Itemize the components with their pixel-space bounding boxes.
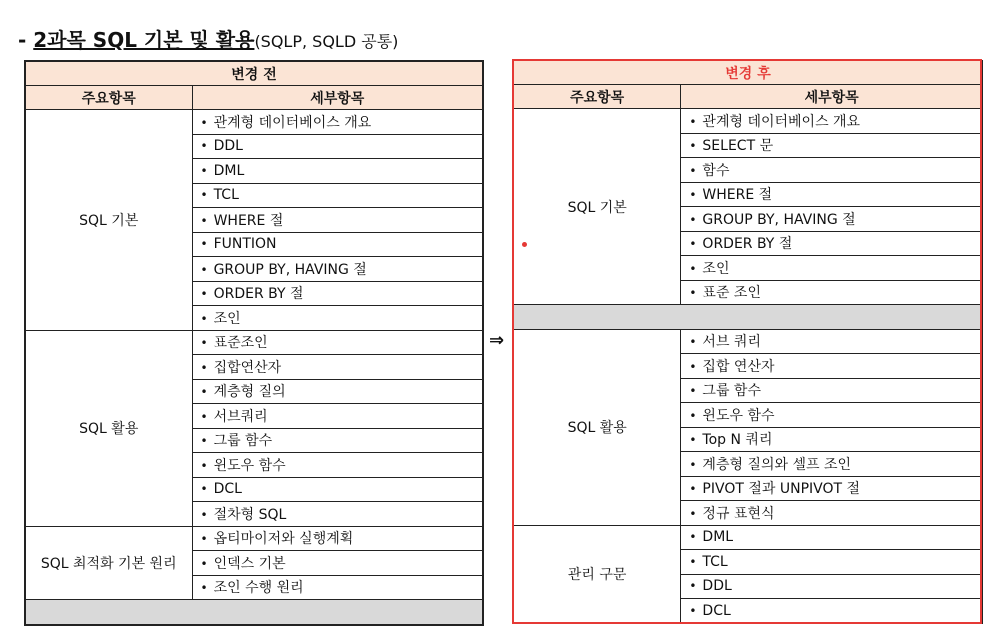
before-main-item: SQL 활용 (25, 330, 192, 526)
before-table-title: 변경 전 (25, 61, 483, 86)
before-detail-item: • WHERE 절 (192, 208, 483, 233)
after-detail-item: • 서브 쿼리 (681, 329, 983, 354)
before-detail-item: • ORDER BY 절 (192, 281, 483, 306)
before-detail-item: • 옵티마이저와 실행계획 (192, 526, 483, 551)
after-col-detail: 세부항목 (681, 85, 983, 109)
before-detail-item: • 인덱스 기본 (192, 551, 483, 576)
after-detail-item: • 정규 표현식 (681, 501, 983, 526)
after-detail-item: • DDL (681, 574, 983, 599)
after-detail-item: • SELECT 문 (681, 133, 983, 158)
heading-title: 2과목 SQL 기본 및 활용 (33, 28, 255, 52)
after-detail-item: • ORDER BY 절 (681, 231, 983, 256)
after-detail-item: • 그룹 함수 (681, 378, 983, 403)
after-detail-item: • 집합 연산자 (681, 354, 983, 379)
before-detail-item: • 그룹 함수 (192, 428, 483, 453)
before-table (24, 60, 484, 626)
after-detail-item: • PIVOT 절과 UNPIVOT 절 (681, 476, 983, 501)
before-col-detail: 세부항목 (192, 86, 483, 110)
before-detail-item: • FUNTION (192, 232, 483, 257)
after-detail-item: • 관계형 데이터베이스 개요 (681, 109, 983, 134)
after-detail-item: • Top N 쿼리 (681, 427, 983, 452)
after-detail-item: • DML (681, 525, 983, 550)
before-detail-item: • GROUP BY, HAVING 절 (192, 257, 483, 282)
before-detail-item: • 서브쿼리 (192, 404, 483, 429)
before-main-item: SQL 기본 (25, 110, 192, 331)
after-main-item: 관리 구문 (514, 525, 681, 623)
before-detail-item: • TCL (192, 183, 483, 208)
after-detail-item: • GROUP BY, HAVING 절 (681, 207, 983, 232)
after-main-item: SQL 활용 (514, 329, 681, 525)
before-detail-item: • 계층형 질의 (192, 379, 483, 404)
before-detail-item: • 집합연산자 (192, 355, 483, 380)
before-detail-item: • 윈도우 함수 (192, 453, 483, 478)
after-detail-item: • 계층형 질의와 셀프 조인 (681, 452, 983, 477)
heading-subtitle: (SQLP, SQLD 공통) (254, 32, 399, 51)
before-detail-item: • 절차형 SQL (192, 502, 483, 527)
after-detail-item: • 윈도우 함수 (681, 403, 983, 428)
heading-dash: - (18, 28, 34, 52)
page-heading (18, 24, 398, 53)
after-detail-item: • 표준 조인 (681, 280, 983, 305)
after-table-title: 변경 후 (514, 61, 983, 85)
before-detail-item: • 표준조인 (192, 330, 483, 355)
after-detail-item: • TCL (681, 550, 983, 575)
after-col-main: 주요항목 (514, 85, 681, 109)
before-detail-item: • DML (192, 159, 483, 184)
after-main-item: SQL 기본 (514, 109, 681, 305)
before-col-main: 주요항목 (25, 86, 192, 110)
before-detail-item: • DDL (192, 134, 483, 159)
after-empty-row (514, 305, 983, 330)
before-detail-item: • 관계형 데이터베이스 개요 (192, 110, 483, 135)
before-detail-item: • 조인 수행 원리 (192, 575, 483, 600)
arrow-icon: ⇒ (489, 330, 505, 351)
before-empty-row (25, 600, 483, 625)
after-detail-item: • DCL (681, 599, 983, 624)
after-table (513, 60, 983, 624)
before-detail-item: • DCL (192, 477, 483, 502)
after-detail-item: • 조인 (681, 256, 983, 281)
after-detail-item: • WHERE 절 (681, 182, 983, 207)
before-main-item: SQL 최적화 기본 원리 (25, 526, 192, 600)
after-detail-item: • 함수 (681, 158, 983, 183)
before-detail-item: • 조인 (192, 306, 483, 331)
